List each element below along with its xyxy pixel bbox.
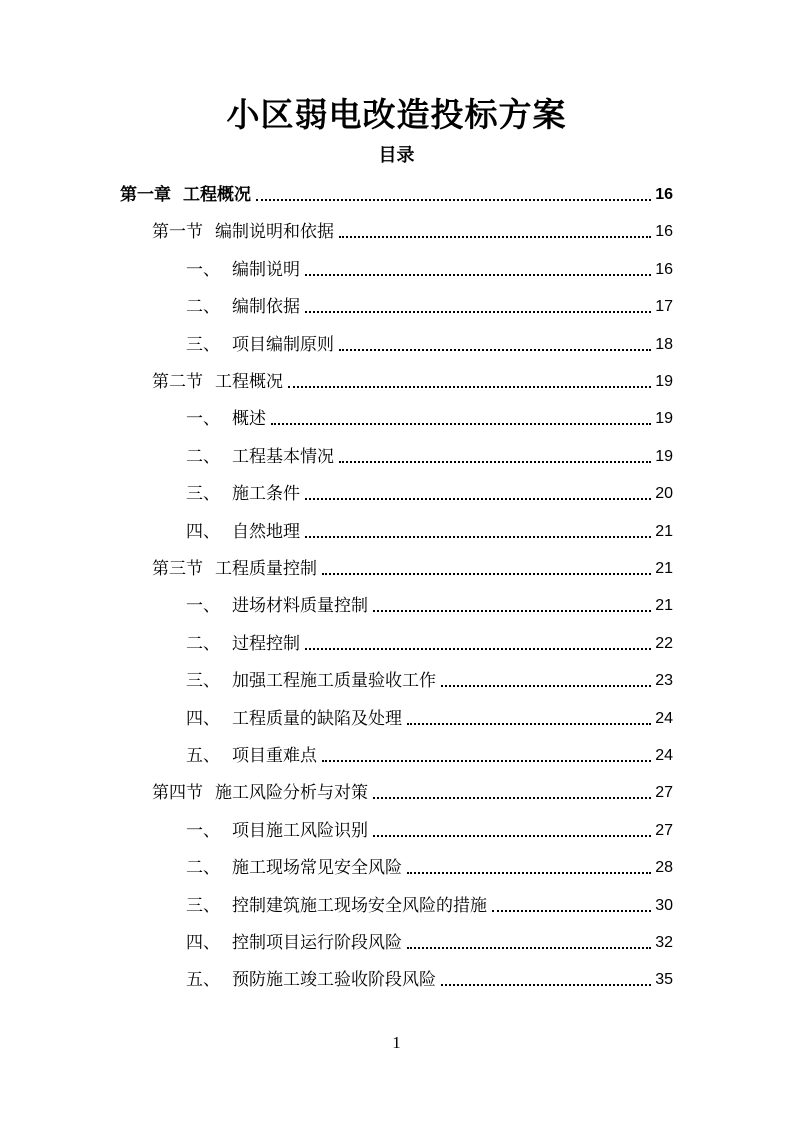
toc-entry[interactable] [186, 513, 673, 543]
toc-entry-title: 施工风险分析与对策 [215, 783, 368, 803]
toc-entry-title: 项目编制原则 [232, 335, 334, 355]
toc-entry-title: 进场材料质量控制 [232, 596, 368, 616]
toc-entry[interactable] [152, 774, 673, 804]
toc-entry-page: 23 [655, 672, 673, 689]
toc-entry-page: 17 [655, 298, 673, 315]
toc-entry-title: 工程质量控制 [215, 559, 317, 579]
toc-entry[interactable] [186, 438, 673, 468]
toc-entry[interactable] [186, 812, 673, 842]
toc-entry-number: 五、 [186, 970, 220, 990]
toc-dot-leader [322, 760, 651, 762]
toc-entry-number: 一、 [186, 409, 220, 429]
toc-entry[interactable] [186, 288, 673, 318]
toc-entry-page: 18 [655, 336, 673, 353]
toc-entry-title: 自然地理 [232, 522, 300, 542]
toc-entry-number: 五、 [186, 746, 220, 766]
toc-entry-page: 21 [655, 560, 673, 577]
toc-entry-title: 编制依据 [232, 297, 300, 317]
toc-entry-page: 24 [655, 747, 673, 764]
toc-entry-page: 19 [655, 448, 673, 465]
toc-dot-leader [407, 723, 651, 725]
toc-dot-leader [339, 349, 651, 351]
toc-entry[interactable] [120, 176, 673, 206]
toc-dot-leader [305, 498, 651, 500]
toc-dot-leader [288, 386, 651, 388]
toc-entry-title: 项目施工风险识别 [232, 821, 368, 841]
toc-entry[interactable] [186, 737, 673, 767]
toc-entry-number: 二、 [186, 297, 220, 317]
page-number: 1 [392, 1033, 401, 1052]
toc-entry-title: 工程概况 [183, 185, 251, 205]
toc-dot-leader [339, 236, 651, 238]
toc-entry[interactable] [186, 625, 673, 655]
toc-entry-number: 第二节 [152, 372, 203, 392]
toc-entry-page: 21 [655, 523, 673, 540]
toc-entry-number: 第一章 [120, 185, 171, 205]
toc-dot-leader [271, 423, 651, 425]
toc-entry-page: 30 [655, 897, 673, 914]
toc-entry-title: 施工条件 [232, 484, 300, 504]
toc-dot-leader [305, 274, 651, 276]
toc-dot-leader [407, 947, 651, 949]
toc-entry-title: 过程控制 [232, 634, 300, 654]
toc-entry-number: 一、 [186, 260, 220, 280]
toc-entry-number: 四、 [186, 522, 220, 542]
toc-entry-number: 一、 [186, 821, 220, 841]
toc-entry-page: 16 [655, 186, 673, 203]
toc-entry-page: 16 [655, 261, 673, 278]
toc-entry-page: 27 [655, 822, 673, 839]
toc-entry-title: 控制建筑施工现场安全风险的措施 [232, 896, 487, 916]
toc-entry-number: 四、 [186, 709, 220, 729]
toc-dot-leader [441, 685, 651, 687]
toc-entry-title: 编制说明 [232, 260, 300, 280]
toc-entry-number: 二、 [186, 858, 220, 878]
toc-entry-number: 四、 [186, 933, 220, 953]
toc-entry-number: 一、 [186, 596, 220, 616]
toc-entry[interactable] [186, 849, 673, 879]
toc-dot-leader [305, 536, 651, 538]
toc-entry-title: 施工现场常见安全风险 [232, 858, 402, 878]
toc-entry-number: 三、 [186, 484, 220, 504]
toc-entry-number: 三、 [186, 335, 220, 355]
toc-entry-page: 22 [655, 635, 673, 652]
toc-entry[interactable] [186, 587, 673, 617]
toc-entry[interactable] [186, 887, 673, 917]
toc-dot-leader [339, 461, 651, 463]
toc-entry-page: 19 [655, 373, 673, 390]
toc-entry-page: 35 [655, 971, 673, 988]
toc-entry-page: 16 [655, 223, 673, 240]
toc-entry-title: 工程基本情况 [232, 447, 334, 467]
toc-entry-page: 28 [655, 859, 673, 876]
toc-entry-number: 第三节 [152, 559, 203, 579]
toc-entry-page: 27 [655, 784, 673, 801]
toc-entry-number: 三、 [186, 671, 220, 691]
toc-entry-title: 项目重难点 [232, 746, 317, 766]
toc-entry[interactable] [186, 662, 673, 692]
toc-dot-leader [305, 648, 651, 650]
toc-entry-title: 预防施工竣工验收阶段风险 [232, 970, 436, 990]
toc-entry-title: 加强工程施工质量验收工作 [232, 671, 436, 691]
toc-dot-leader [305, 311, 651, 313]
toc-entry[interactable] [186, 326, 673, 356]
toc-entry-number: 二、 [186, 634, 220, 654]
toc-dot-leader [492, 910, 651, 912]
toc-entry-title: 控制项目运行阶段风险 [232, 933, 402, 953]
toc-dot-leader [407, 872, 651, 874]
toc-entry-number: 第一节 [152, 222, 203, 242]
toc-dot-leader [256, 199, 651, 201]
toc-entry[interactable] [152, 213, 673, 243]
toc-entry[interactable] [152, 550, 673, 580]
toc-entry[interactable] [186, 400, 673, 430]
toc-dot-leader [373, 835, 651, 837]
toc-entry-number: 第四节 [152, 783, 203, 803]
toc-dot-leader [441, 984, 651, 986]
toc-entry[interactable] [186, 924, 673, 954]
toc-entry-title: 工程概况 [215, 372, 283, 392]
toc-entry-page: 24 [655, 710, 673, 727]
toc-heading: 目录 [378, 145, 415, 166]
toc-entry-page: 19 [655, 410, 673, 427]
toc-entry-page: 20 [655, 485, 673, 502]
toc-dot-leader [373, 797, 651, 799]
toc-entry-title: 工程质量的缺陷及处理 [232, 709, 402, 729]
toc-entry-number: 三、 [186, 896, 220, 916]
document-title: 小区弱电改造投标方案 [226, 95, 567, 134]
toc-dot-leader [322, 573, 651, 575]
toc-entry[interactable] [152, 363, 673, 393]
toc-entry[interactable] [186, 251, 673, 281]
toc-dot-leader [373, 610, 651, 612]
toc-entry-page: 21 [655, 597, 673, 614]
toc-entry[interactable] [186, 700, 673, 730]
toc-entry-number: 二、 [186, 447, 220, 467]
toc-entry-page: 32 [655, 934, 673, 951]
toc-entry[interactable] [186, 961, 673, 991]
toc-entry[interactable] [186, 475, 673, 505]
toc-entry-title: 编制说明和依据 [215, 222, 334, 242]
toc-entry-title: 概述 [232, 409, 266, 429]
